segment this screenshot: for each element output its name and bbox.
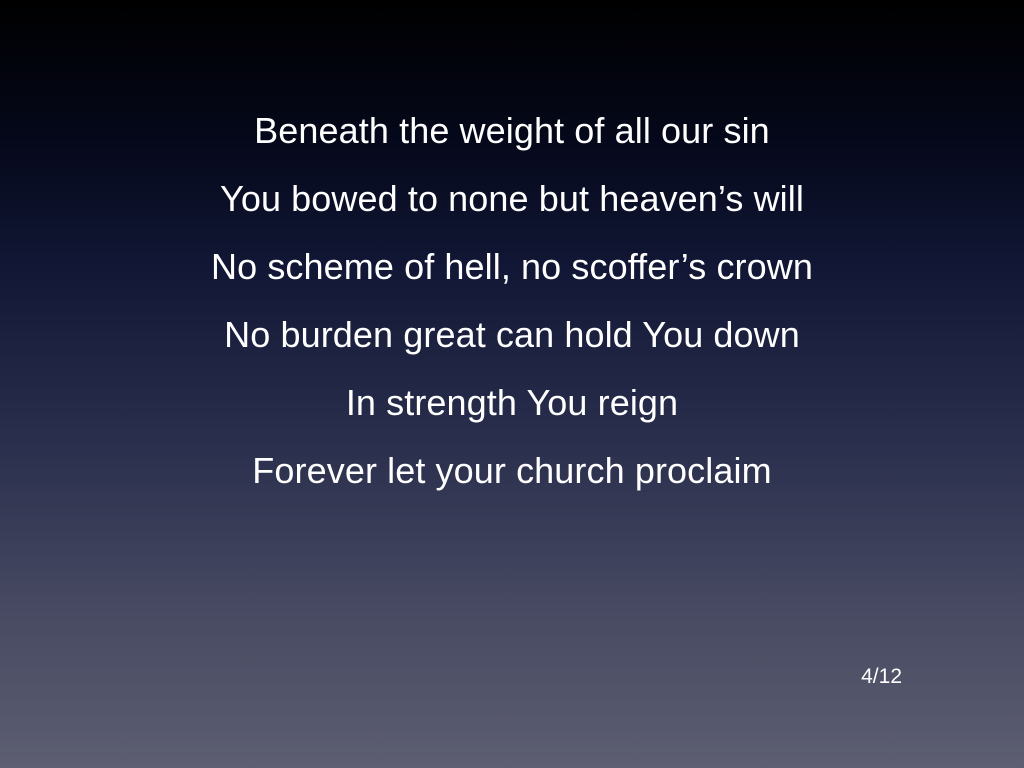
lyric-line-6: Forever let your church proclaim [252, 450, 772, 491]
lyric-line-4: No burden great can hold You down [224, 314, 800, 355]
lyric-line-1: Beneath the weight of all our sin [254, 110, 770, 151]
lyric-line-2: You bowed to none but heaven’s will [220, 178, 804, 219]
lyric-line-3: No scheme of hell, no scoffer’s crown [211, 246, 813, 287]
lyric-line-5: In strength You reign [345, 382, 679, 423]
slide-counter: 4/12 [861, 665, 902, 688]
lyrics-block [0, 97, 1024, 505]
